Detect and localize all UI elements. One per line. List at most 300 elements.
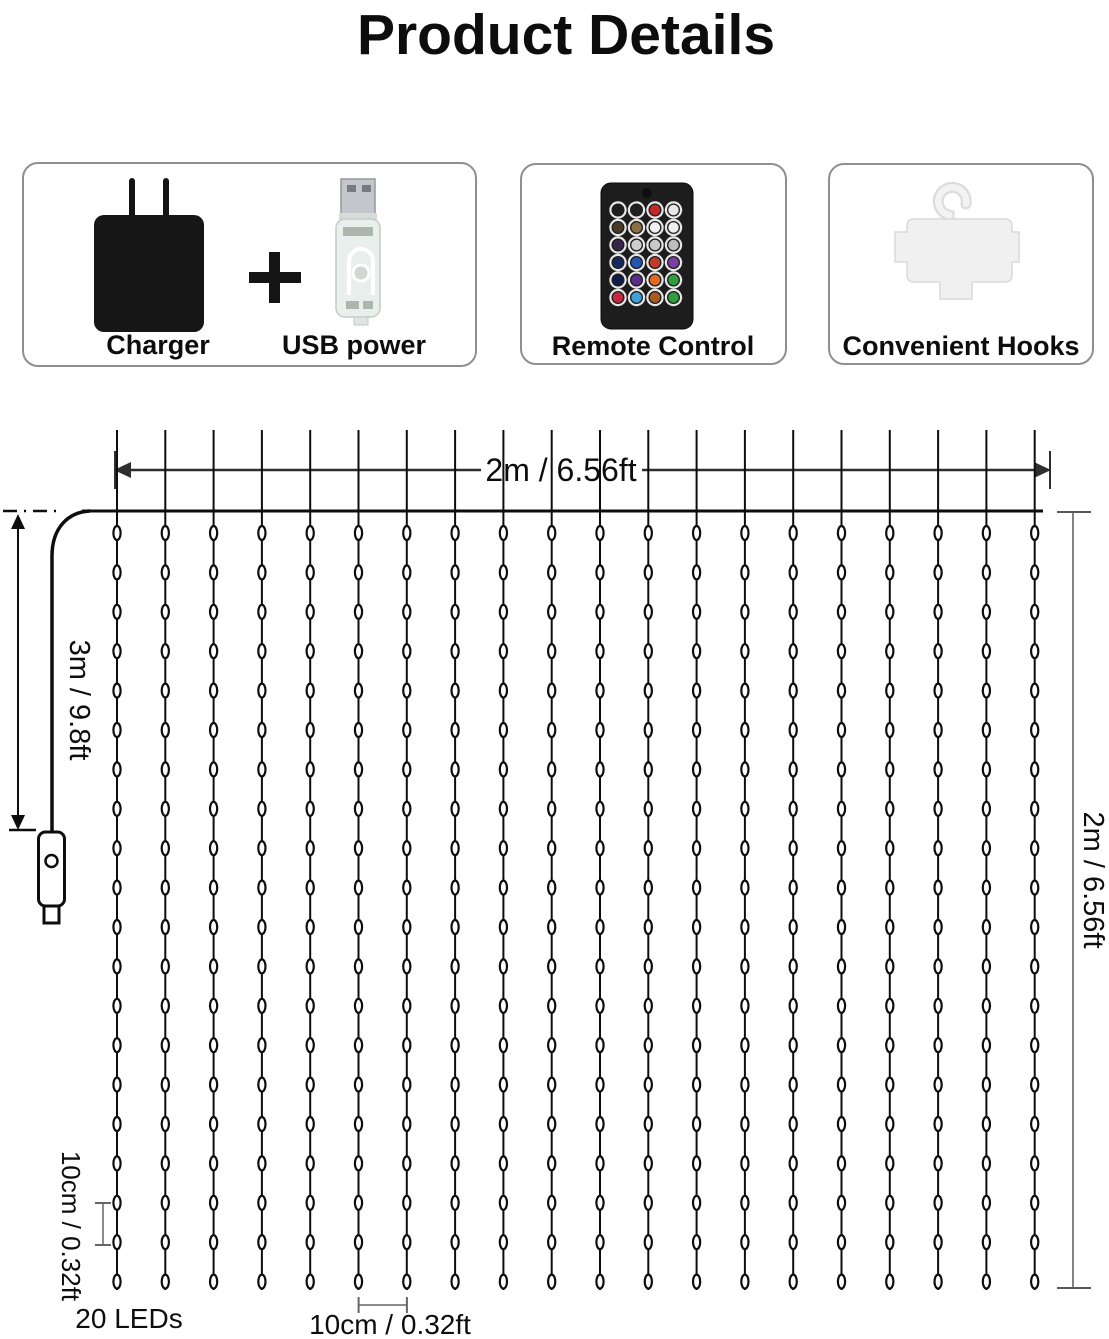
led-bulb (596, 1078, 603, 1092)
led-bulb (935, 1235, 942, 1249)
remote-button (650, 257, 660, 267)
led-bulb (935, 999, 942, 1013)
led-bulb (548, 684, 555, 698)
led-bulb (210, 605, 217, 619)
led-bulb (403, 684, 410, 698)
led-bulb (1031, 1038, 1038, 1052)
led-bulb (838, 959, 845, 973)
led-bulb (210, 1078, 217, 1092)
led-bulb (886, 959, 893, 973)
led-bulb (452, 605, 459, 619)
led-bulb (790, 1038, 797, 1052)
led-bulb (210, 1156, 217, 1170)
led-bulb (307, 762, 314, 776)
led-bulb (838, 1117, 845, 1131)
led-bulb (548, 881, 555, 895)
remote-button (631, 292, 641, 302)
remote-button (650, 240, 660, 250)
led-bulb (258, 881, 265, 895)
led-bulb (596, 526, 603, 540)
led-bulb (741, 881, 748, 895)
led-bulb (693, 802, 700, 816)
remote-control-label: Remote Control (551, 331, 755, 361)
led-bulb (403, 1117, 410, 1131)
led-bulb (838, 1275, 845, 1289)
led-bulb (935, 802, 942, 816)
led-bulb (983, 1038, 990, 1052)
led-bulb (693, 1038, 700, 1052)
led-bulb (790, 644, 797, 658)
remote-button (668, 257, 678, 267)
led-bulb (307, 802, 314, 816)
led-bulb (693, 1235, 700, 1249)
led-bulb (403, 644, 410, 658)
led-bulb (1031, 1196, 1038, 1210)
led-bulb (548, 1275, 555, 1289)
led-bulb (548, 920, 555, 934)
led-bulb (741, 605, 748, 619)
led-bulb (113, 605, 120, 619)
led-bulb (162, 723, 169, 737)
led-bulb (596, 684, 603, 698)
led-bulb (1031, 644, 1038, 658)
led-bulb (500, 1235, 507, 1249)
led-bulb (258, 920, 265, 934)
led-bulb (210, 762, 217, 776)
led-bulb (162, 920, 169, 934)
remote-button (631, 275, 641, 285)
led-bulb (741, 841, 748, 855)
led-bulb (113, 565, 120, 579)
charger-body (94, 215, 204, 332)
led-bulb (645, 723, 652, 737)
led-bulb (1031, 841, 1038, 855)
led-bulb (307, 1196, 314, 1210)
led-bulb (258, 762, 265, 776)
led-bulb (693, 605, 700, 619)
led-bulb (741, 920, 748, 934)
led-bulb (886, 802, 893, 816)
led-bulb (983, 1156, 990, 1170)
led-bulb (210, 841, 217, 855)
led-bulb (307, 644, 314, 658)
led-bulb (452, 723, 459, 737)
led-bulb (452, 526, 459, 540)
led-bulb (886, 644, 893, 658)
led-bulb (790, 684, 797, 698)
led-bulb (935, 526, 942, 540)
remote-button (631, 257, 641, 267)
led-bulb (307, 723, 314, 737)
led-bulb (452, 1196, 459, 1210)
led-bulb (403, 723, 410, 737)
charger-label: Charger (106, 330, 210, 360)
led-bulb (790, 526, 797, 540)
led-bulb (307, 1117, 314, 1131)
led-bulb (935, 1275, 942, 1289)
led-bulb (452, 802, 459, 816)
led-bulb (452, 1078, 459, 1092)
led-bulb (741, 1196, 748, 1210)
led-bulb (1031, 802, 1038, 816)
led-bulb (210, 920, 217, 934)
led-bulb (258, 723, 265, 737)
led-bulb (741, 1038, 748, 1052)
led-bulb (983, 605, 990, 619)
led-bulb (258, 841, 265, 855)
led-bulb (355, 841, 362, 855)
led-bulb (935, 605, 942, 619)
led-bulb (355, 723, 362, 737)
led-bulb (935, 1078, 942, 1092)
led-bulb (452, 1275, 459, 1289)
led-bulb (307, 684, 314, 698)
led-bulb (1031, 1078, 1038, 1092)
led-bulb (307, 959, 314, 973)
string-spacing-label: 10cm / 0.32ft (309, 1309, 471, 1339)
led-bulb (403, 999, 410, 1013)
led-bulb (1031, 881, 1038, 895)
led-bulb (113, 881, 120, 895)
led-bulb (1031, 1156, 1038, 1170)
led-bulb (741, 526, 748, 540)
led-bulb (113, 1117, 120, 1131)
led-bulb (790, 1235, 797, 1249)
led-bulb (983, 526, 990, 540)
led-bulb (741, 1078, 748, 1092)
led-bulb (500, 644, 507, 658)
led-bulb (983, 1117, 990, 1131)
led-bulb (113, 1196, 120, 1210)
led-bulb (210, 684, 217, 698)
led-bulb (645, 1156, 652, 1170)
led-bulb (548, 1038, 555, 1052)
led-bulb (935, 841, 942, 855)
led-count-label: 20 LEDs (75, 1303, 183, 1334)
led-bulb (452, 959, 459, 973)
led-bulb (307, 565, 314, 579)
led-bulb (935, 762, 942, 776)
led-bulb (403, 1156, 410, 1170)
led-bulb (113, 684, 120, 698)
led-bulb (935, 684, 942, 698)
led-bulb (452, 1156, 459, 1170)
led-bulb (500, 605, 507, 619)
led-bulb (548, 762, 555, 776)
led-bulb (1031, 605, 1038, 619)
led-bulb (403, 526, 410, 540)
led-bulb (693, 684, 700, 698)
led-bulb (403, 841, 410, 855)
led-bulb (403, 1235, 410, 1249)
led-bulb (645, 802, 652, 816)
led-bulb (162, 762, 169, 776)
led-bulb (210, 802, 217, 816)
led-bulb (452, 565, 459, 579)
led-bulb (790, 841, 797, 855)
led-bulb (790, 920, 797, 934)
led-bulb (935, 723, 942, 737)
led-bulb (258, 1156, 265, 1170)
charger-prong (129, 178, 135, 219)
led-bulb (983, 1235, 990, 1249)
led-bulb (838, 1235, 845, 1249)
led-bulb (838, 605, 845, 619)
led-bulb (983, 1275, 990, 1289)
led-bulb (113, 920, 120, 934)
controller-button (46, 855, 58, 867)
led-bulb (693, 644, 700, 658)
charger-prong (163, 178, 169, 219)
led-bulb (741, 1156, 748, 1170)
led-bulb (258, 565, 265, 579)
led-bulb (307, 526, 314, 540)
led-bulb (500, 1196, 507, 1210)
hook-icon (890, 180, 1030, 320)
led-bulb (645, 920, 652, 934)
led-bulb (500, 881, 507, 895)
led-bulb (452, 1117, 459, 1131)
led-bulb (355, 605, 362, 619)
led-bulb (210, 526, 217, 540)
led-bulb (693, 841, 700, 855)
led-bulb (258, 1235, 265, 1249)
led-bulb (548, 605, 555, 619)
led-bulb (548, 723, 555, 737)
led-bulb (838, 1078, 845, 1092)
led-bulb (645, 684, 652, 698)
led-bulb (935, 1117, 942, 1131)
led-bulb (838, 1156, 845, 1170)
led-bulb (162, 644, 169, 658)
led-bulb (500, 1156, 507, 1170)
led-bulb (355, 1196, 362, 1210)
led-bulb (596, 723, 603, 737)
led-bulb (210, 1235, 217, 1249)
led-bulb (258, 1196, 265, 1210)
led-bulb (113, 1038, 120, 1052)
led-bulb (258, 1078, 265, 1092)
led-bulb (258, 802, 265, 816)
led-bulb (983, 881, 990, 895)
led-bulb (886, 1275, 893, 1289)
led-bulb (596, 565, 603, 579)
led-bulb (838, 920, 845, 934)
led-bulb (983, 565, 990, 579)
led-bulb (210, 999, 217, 1013)
led-bulb (403, 1078, 410, 1092)
led-bulb (258, 644, 265, 658)
led-bulb (210, 959, 217, 973)
led-bulb (838, 1196, 845, 1210)
led-bulb (886, 1117, 893, 1131)
led-bulb (790, 1117, 797, 1131)
led-bulb (162, 1117, 169, 1131)
led-bulb (500, 841, 507, 855)
led-bulb (548, 1117, 555, 1131)
led-bulb (355, 1038, 362, 1052)
led-bulb (113, 644, 120, 658)
led-bulb (548, 644, 555, 658)
led-bulb (355, 881, 362, 895)
led-bulb (307, 605, 314, 619)
led-bulb (935, 959, 942, 973)
led-bulb (307, 1078, 314, 1092)
led-bulb (210, 644, 217, 658)
led-bulb (355, 762, 362, 776)
led-bulb (500, 762, 507, 776)
led-bulb (790, 723, 797, 737)
led-spacing-bracket (95, 1203, 111, 1245)
led-bulb (790, 1275, 797, 1289)
led-bulb (113, 1275, 120, 1289)
led-bulb (113, 1078, 120, 1092)
led-bulb (162, 1196, 169, 1210)
remote-button (613, 205, 623, 215)
led-bulb (983, 644, 990, 658)
led-bulb (886, 526, 893, 540)
led-bulb (1031, 999, 1038, 1013)
led-bulb (838, 762, 845, 776)
led-bulb (935, 1196, 942, 1210)
remote-button (650, 292, 660, 302)
led-bulb (162, 841, 169, 855)
led-bulb (162, 526, 169, 540)
width-dimension-label: 2m / 6.56ft (485, 452, 637, 488)
led-bulb (307, 1235, 314, 1249)
remote-button (650, 222, 660, 232)
led-bulb (596, 959, 603, 973)
led-bulb (596, 802, 603, 816)
led-bulb (1031, 565, 1038, 579)
led-bulb (500, 723, 507, 737)
remote-button (631, 222, 641, 232)
led-bulb (645, 999, 652, 1013)
led-bulb (452, 841, 459, 855)
led-bulb (983, 920, 990, 934)
led-bulb (162, 565, 169, 579)
led-bulb (645, 841, 652, 855)
led-bulb (1031, 959, 1038, 973)
remote-button (631, 240, 641, 250)
led-bulb (162, 1078, 169, 1092)
led-bulb (113, 1235, 120, 1249)
led-bulb (258, 605, 265, 619)
led-bulb (452, 999, 459, 1013)
led-bulb (1031, 684, 1038, 698)
led-bulb (113, 959, 120, 973)
led-bulb (355, 1235, 362, 1249)
led-bulb (790, 1156, 797, 1170)
led-bulb (935, 565, 942, 579)
curtain-lights-diagram (0, 430, 1109, 1339)
led-bulb (258, 1275, 265, 1289)
led-bulb (983, 841, 990, 855)
led-bulb (983, 959, 990, 973)
led-bulb (307, 1038, 314, 1052)
led-bulb (838, 723, 845, 737)
remote-button (613, 240, 623, 250)
led-bulb (210, 565, 217, 579)
led-bulb (548, 802, 555, 816)
led-bulb (645, 1038, 652, 1052)
usb-plug (44, 906, 59, 923)
led-bulb (403, 762, 410, 776)
led-bulb (355, 802, 362, 816)
led-bulb (355, 644, 362, 658)
led-bulb (162, 881, 169, 895)
led-bulb (355, 1078, 362, 1092)
led-bulb (452, 1235, 459, 1249)
controller-box (39, 832, 65, 906)
led-bulb (886, 1156, 893, 1170)
led-bulb (693, 1156, 700, 1170)
remote-button (668, 222, 678, 232)
led-bulb (741, 684, 748, 698)
led-bulb (1031, 920, 1038, 934)
led-bulb (790, 959, 797, 973)
led-bulb (1031, 1117, 1038, 1131)
led-bulb (355, 999, 362, 1013)
led-bulb (741, 1275, 748, 1289)
led-bulb (741, 565, 748, 579)
led-bulb (693, 881, 700, 895)
led-bulb (403, 1275, 410, 1289)
led-bulb (548, 999, 555, 1013)
led-bulb (403, 920, 410, 934)
led-bulb (596, 644, 603, 658)
led-bulb (355, 1156, 362, 1170)
led-bulb (886, 762, 893, 776)
led-bulb (113, 762, 120, 776)
led-bulb (596, 1156, 603, 1170)
led-bulb (113, 1156, 120, 1170)
led-bulb (645, 1235, 652, 1249)
led-bulb (162, 999, 169, 1013)
led-bulb (355, 959, 362, 973)
led-bulb (838, 1038, 845, 1052)
led-bulb (452, 684, 459, 698)
led-bulb (210, 1196, 217, 1210)
led-bulb (500, 959, 507, 973)
led-bulb (548, 526, 555, 540)
led-bulb (500, 684, 507, 698)
led-bulb (886, 1235, 893, 1249)
led-bulb (403, 1038, 410, 1052)
remote-button (650, 275, 660, 285)
led-bulb (1031, 762, 1038, 776)
led-bulb (403, 565, 410, 579)
led-bulb (886, 1078, 893, 1092)
led-bulb (790, 605, 797, 619)
led-bulb (258, 1117, 265, 1131)
led-bulb (355, 526, 362, 540)
usb-power-image (327, 175, 397, 327)
led-bulb (838, 684, 845, 698)
led-bulb (693, 762, 700, 776)
led-bulb (162, 802, 169, 816)
led-bulb (258, 684, 265, 698)
led-bulb (645, 605, 652, 619)
led-bulb (596, 1117, 603, 1131)
led-bulb (645, 526, 652, 540)
led-bulb (403, 881, 410, 895)
led-bulb (355, 565, 362, 579)
led-bulb (307, 1275, 314, 1289)
led-bulb (307, 1156, 314, 1170)
led-bulb (1031, 1275, 1038, 1289)
led-bulb (500, 802, 507, 816)
